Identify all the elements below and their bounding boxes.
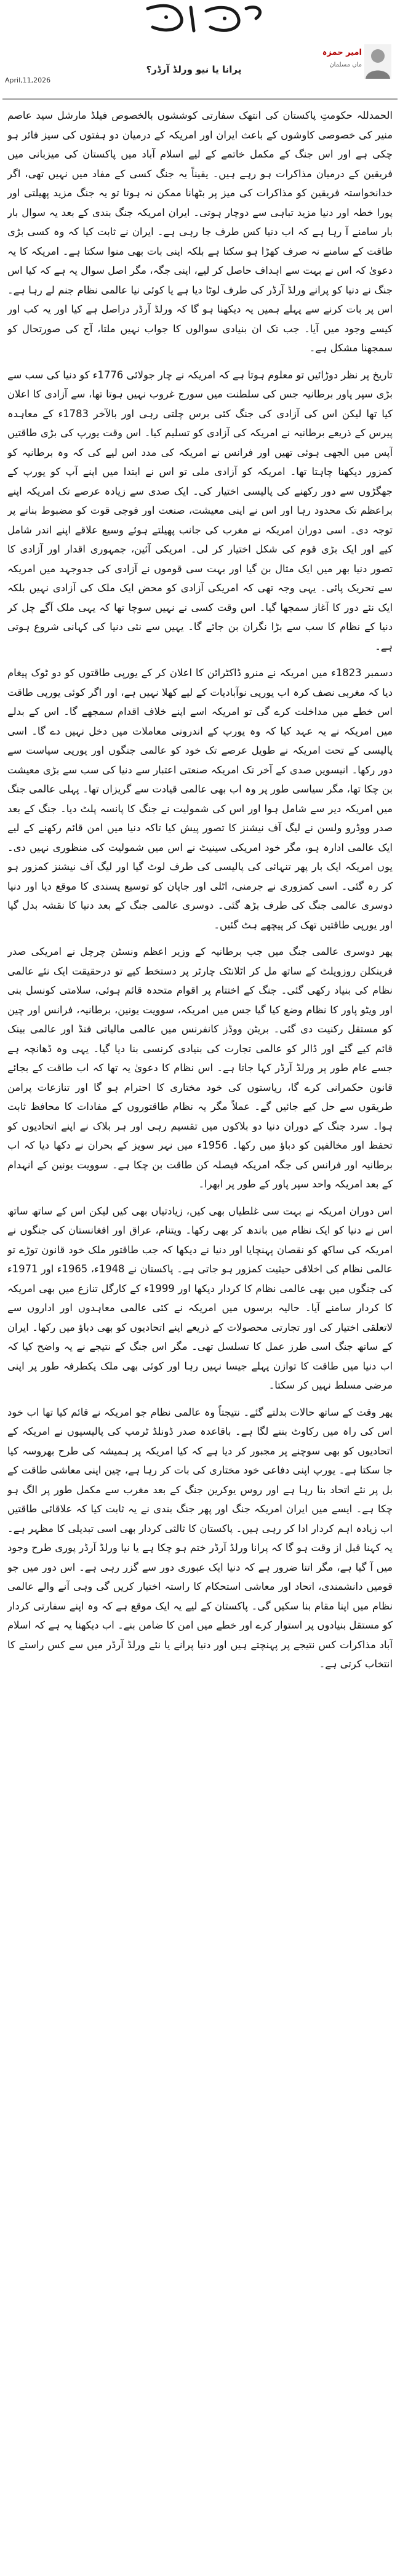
logo-graphic xyxy=(74,0,326,37)
article-paragraph: تاریخ پر نظر دوڑائیں تو معلوم ہوتا ہے کہ امریکہ نے چار جولائی 1776ء کو دنیا کی سب سے بڑی سپر پاور برطانیہ جس کی سلطنت میں سورج غروب نہیں ہوتا تھا، سے آزادی کا اعلان کیا تھا لیکن اس کی آزادی کی جنگ کئی برس چلتی رہی اور بالآخر 1783ء کے معاہدہ پیرس کے ذریعے برطانیہ نے امریکہ کی آزادی کو تسلیم کیا۔ اس وقت یورپ کی بڑی طاقتیں آپس میں الجھی ہوئی تھیں اور فرانس نے امریکہ کی مدد اس لیے کی کہ وہ برطانیہ کو کمزور دیکھنا چاہتا تھا۔ امریکہ کو آزادی ملی تو اس نے ابتدا میں اپنے آپ کو یورپ کے جھگڑوں سے دور رکھنے کی پالیسی اختیار کی۔ ایک صدی سے زیادہ عرصے تک امریکہ اپنے براعظم تک محدود رہا اور اس نے اپنی معیشت، صنعت اور فوجی قوت کو مضبوط بنانے پر توجہ دی۔ اسی دوران امریکہ نے مغرب کی جانب پھیلتے ہوئے وسیع علاقے اپنے اندر شامل کیے اور ایک بڑی قوم کی شکل اختیار کر لی۔ امریکی آئین، جمہوری اقدار اور آزادی کا تصور دنیا بھر میں ایک مثال بن گیا اور بہت سی قوموں نے آزادی کی جدوجہد میں امریکہ سے تحریک پائی۔ یہی وجہ تھی کہ امریکی آزادی کو محض ایک ملک کی آزادی نہیں بلکہ ایک نئے دور کا آغاز سمجھا گیا۔ اس وقت کسی نے نہیں سوچا تھا کہ یہی ملک آگے چل کر دنیا کے نظام کا سب سے بڑا نگران بن جائے گا۔ یہیں سے نئی دنیا کی کہانی شروع ہوتی ہے۔ xyxy=(7,369,393,652)
newspaper-logo xyxy=(74,0,326,37)
column-name: ماں مسلمان xyxy=(329,62,362,68)
masthead xyxy=(0,0,400,37)
article-body xyxy=(7,106,393,2567)
article-paragraph: الحمدللہ حکومتِ پاکستان کی انتھک سفارتی کوششوں بالخصوص فیلڈ مارشل سید عاصم منیر کی خصوصی کاوشوں کے باعث ایران اور امریکہ کے درمیان دو ہفتوں کی سیز فائر ہو چکی ہے اور اس جنگ کے مکمل خاتمے کے لیے اسلام آباد میں پاکستان کی میزبانی میں فریقین کے درمیان مذاکرات ہو رہے ہیں۔ یقیناً یہ جنگ کسی کے مفاد میں نہیں تھی، اگر خدانخواستہ فریقین کو مذاکرات کی میز پر بٹھانا ممکن نہ ہوتا تو یہ جنگ مزید پھیلتی اور پورا خطہ اور دنیا مزید تباہی سے دوچار ہوتی۔ ایران امریکہ جنگ بندی کے بعد یہ سوال بار بار سامنے آ رہا ہے کہ اب دنیا کس طرف جا رہی ہے۔ ایران نے ثابت کیا کہ وہ کسی بڑی طاقت کے سامنے نہ صرف کھڑا ہو سکتا ہے بلکہ اپنی بات بھی منوا سکتا ہے۔ امریکہ کا یہ دعویٰ کہ اس نے بہت سے اہداف حاصل کر لیے، اپنی جگہ، مگر اصل سوال یہ ہے کہ کیا اس جنگ نے دنیا کو پرانے ورلڈ آرڈر کی طرف لوٹا دیا ہے یا کوئی نیا عالمی نظام جنم لے رہا ہے۔ اس پر بات کرنے سے پہلے ہمیں یہ دیکھنا ہو گا کہ ورلڈ آرڈر دراصل ہے کیا اور یہ کب اور کیسے وجود میں آیا۔ جب تک ان بنیادی سوالوں کا جواب نہیں ملتا، آج کی صورتحال کو سمجھنا مشکل ہے۔ xyxy=(7,110,393,354)
article-paragraph: اس دوران امریکہ نے بہت سی غلطیاں بھی کیں، زیادتیاں بھی کیں لیکن اس کے ساتھ ساتھ اس نے دنیا کو ایک نظام میں باندھ کر بھی رکھا۔ ویتنام، عراق اور افغانستان کی جنگوں نے امریکہ کی ساکھ کو نقصان پہنچایا اور دنیا نے دیکھا کہ جب طاقتور ملک خود قانون توڑے تو عالمی نظام کی اخلاقی حیثیت کمزور ہو جاتی ہے۔ پاکستان نے 1948ء، 1965ء اور 1971ء کی جنگوں میں بھی عالمی نظام کا کردار دیکھا اور 1999ء کے کارگل تنازع میں بھی امریکہ کا کردار سامنے آیا۔ حالیہ برسوں میں امریکہ نے کئی عالمی معاہدوں اور اداروں سے لاتعلقی اختیار کی اور تجارتی محصولات کے ذریعے اپنے اتحادیوں کو بھی دباؤ میں رکھا۔ ایران کے ساتھ جنگ اسی طرز عمل کا تسلسل تھی۔ مگر اس جنگ کے نتیجے نے یہ واضح کیا کہ اب دنیا میں طاقت کا توازن پہلے جیسا نہیں رہا اور کوئی بھی ملک یکطرفہ طور پر اپنی مرضی مسلط نہیں کر سکتا۔ xyxy=(7,1205,393,1391)
publish-date: April,11,2026 xyxy=(5,76,51,84)
article-paragraph: پھر دوسری عالمی جنگ میں جب برطانیہ کے وزیر اعظم ونسٹن چرچل نے امریکی صدر فرینکلن روزویلٹ کے ساتھ مل کر اٹلانٹک چارٹر پر دستخط کیے تو درحقیقت ایک نئے عالمی نظام کی بنیاد رکھی گئی۔ جنگ کے اختتام پر اقوام متحدہ قائم ہوئی، سلامتی کونسل بنی اور ویٹو پاور کا نظام وضع کیا گیا جس میں امریکہ، سوویت یونین، برطانیہ، فرانس اور چین کو مستقل رکنیت دی گئی۔ بریٹن ووڈز کانفرنس میں عالمی مالیاتی فنڈ اور عالمی بینک قائم کیے گئے اور ڈالر کو عالمی تجارت کی بنیادی کرنسی بنا دیا گیا۔ یہی وہ ڈھانچہ ہے جسے عام طور پر ورلڈ آرڈر کہا جاتا ہے۔ اس نظام کا دعویٰ یہ تھا کہ اب طاقت کے بجائے قانون حکمرانی کرے گا، ریاستوں کی خود مختاری کا احترام ہو گا اور تنازعات پرامن طریقوں سے حل کیے جائیں گے۔ عملاً مگر یہ نظام طاقتوروں کے مفادات کا محافظ ثابت ہوا۔ سرد جنگ کے دوران دنیا دو بلاکوں میں تقسیم رہی اور ہر بلاک نے اپنے اتحادیوں کو تحفظ اور مخالفین کو دباؤ میں رکھا۔ 1956ء میں نہر سویز کے بحران نے دکھا دیا کہ اب برطانیہ اور فرانس کی جگہ امریکہ فیصلہ کن طاقت بن چکا ہے۔ سوویت یونین کے انہدام کے بعد امریکہ واحد سپر پاور کے طور پر ابھرا۔ xyxy=(7,946,393,1190)
columnist-box xyxy=(289,39,395,96)
header-divider xyxy=(2,98,398,100)
columnist-name: امیر حمزہ xyxy=(322,48,362,57)
article-paragraph: دسمبر 1823ء میں امریکہ نے منرو ڈاکٹرائن کا اعلان کر کے یورپی طاقتوں کو دو ٹوک پیغام دیا کہ مغربی نصف کرہ اب یورپی نوآبادیات کے لیے کھلا نہیں ہے، اور اگر کوئی یورپی طاقت اس خطے میں مداخلت کرے گی تو امریکہ اسے اپنے خلاف اقدام سمجھے گا۔ اس کے بدلے میں امریکہ نے یہ عہد کیا کہ وہ یورپ کے اندرونی معاملات میں دخل نہیں دے گا۔ اسی پالیسی کے تحت امریکہ نے طویل عرصے تک خود کو عالمی جنگوں اور یورپی سیاست سے دور رکھا۔ انیسویں صدی کے آخر تک امریکہ صنعتی اعتبار سے دنیا کی سب سے بڑی معیشت بن چکا تھا، مگر سیاسی طور پر وہ اب بھی عالمی قیادت سے گریزاں تھا۔ پہلی عالمی جنگ میں امریکہ دیر سے شامل ہوا اور اس کی شمولیت نے جنگ کا پانسہ پلٹ دیا۔ جنگ کے بعد صدر ووڈرو ولسن نے لیگ آف نیشنز کا تصور پیش کیا تاکہ دنیا میں امن قائم رکھنے کے لیے ایک عالمی ادارہ ہو، مگر خود امریکی سینیٹ نے اس میں شمولیت کی منظوری نہیں دی۔ یوں امریکہ ایک بار پھر تنہائی کی پالیسی کی طرف لوٹ گیا اور لیگ آف نیشنز کمزور ہو کر رہ گئی۔ اسی کمزوری نے جرمنی، اٹلی اور جاپان کو توسیع پسندی کا موقع دیا اور دنیا دوسری عالمی جنگ کی طرف بڑھ گئی۔ دوسری عالمی جنگ کے بعد دنیا کا نقشہ بدل گیا اور یورپی طاقتیں تھک کر پیچھے ہٹ گئیں۔ xyxy=(7,667,393,931)
article-title: پرانا یا نیو ورلڈ آرڈر؟ xyxy=(146,64,242,75)
columnist-portrait-icon xyxy=(364,44,391,79)
article-paragraph: پھر وقت کے ساتھ حالات بدلتے گئے۔ نتیجتاً وہ عالمی نظام جو امریکہ نے قائم کیا تھا اب خود اس کی راہ میں رکاوٹ بننے لگا ہے۔ باقاعدہ صدر ڈونلڈ ٹرمپ کی پالیسیوں نے امریکہ کے اتحادیوں کو بھی سوچنے پر مجبور کر دیا ہے کہ کیا امریکہ پر ہمیشہ کی طرح بھروسہ کیا جا سکتا ہے۔ یورپ اپنی دفاعی خود مختاری کی بات کر رہا ہے، چین اپنی معاشی طاقت کے بل پر نئے اتحاد بنا رہا ہے اور روس یوکرین جنگ کے بعد مغرب سے مکمل طور پر الگ ہو چکا ہے۔ ایسے میں ایران امریکہ جنگ اور پھر جنگ بندی نے یہ ثابت کیا کہ علاقائی طاقتیں اب زیادہ اہم کردار ادا کر رہی ہیں۔ پاکستان کا ثالثی کردار بھی اسی تبدیلی کا مظہر ہے۔ یہ کہنا قبل از وقت ہو گا کہ پرانا ورلڈ آرڈر ختم ہو چکا ہے یا نیا ورلڈ آرڈر پوری طرح وجود میں آ گیا ہے، مگر اتنا ضرور ہے کہ دنیا ایک عبوری دور سے گزر رہی ہے۔ اس دور میں جو قومیں دانشمندی، اتحاد اور معاشی استحکام کا راستہ اختیار کریں گی وہی آنے والے عالمی نظام میں اپنا مقام بنا سکیں گی۔ پاکستان کے لیے یہ ایک موقع ہے کہ وہ اپنے سفارتی کردار کو مستقل بنیادوں پر استوار کرے اور خطے میں امن کا ضامن بنے۔ اب دیکھنا یہ ہے کہ اسلام آباد مذاکرات کس نتیجے پر پہنچتے ہیں اور دنیا پرانے یا نئے ورلڈ آرڈر میں سے کس راستے کا انتخاب کرتی ہے۔ xyxy=(7,1406,393,1670)
